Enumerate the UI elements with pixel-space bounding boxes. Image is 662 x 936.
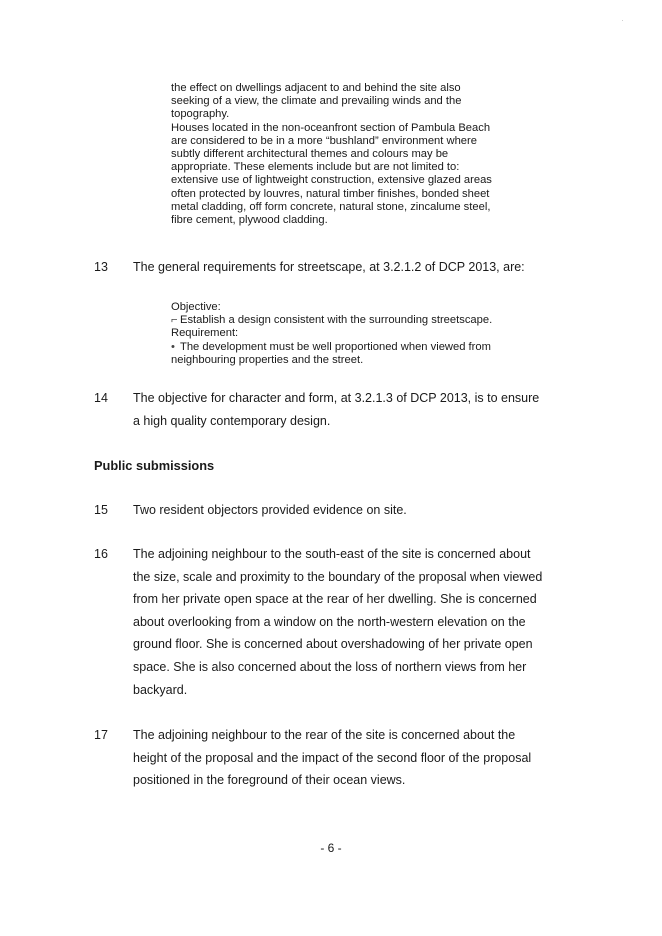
page-number: - 6 - bbox=[320, 841, 342, 855]
requirement-text: The development must be well proportioned when viewed from bbox=[180, 340, 491, 353]
objective-item bbox=[171, 314, 531, 327]
paragraph-line: The objective for character and form, at 3.2.1.3 of DCP 2013, is to ensure bbox=[133, 391, 540, 405]
quote-line: often protected by louvres, natural timber finishes, bonded sheet bbox=[171, 187, 490, 200]
objective-text: Establish a design consistent with the surrounding streetscape. bbox=[180, 314, 493, 327]
quote-line: metal cladding, off form concrete, natural stone, zincalume steel, bbox=[171, 200, 491, 213]
paragraph-number: 14 bbox=[94, 391, 108, 405]
paragraph-line: Two resident objectors provided evidence on site. bbox=[133, 503, 407, 517]
paragraph-line: backyard. bbox=[133, 682, 188, 697]
paragraph-number: 17 bbox=[94, 728, 108, 742]
requirement-text-continued: neighbouring properties and the street. bbox=[171, 353, 364, 366]
paragraph-line: The general requirements for streetscape, at 3.2.1.2 of DCP 2013, are: bbox=[133, 260, 525, 274]
paragraph-text bbox=[133, 543, 573, 701]
quoted-text-block bbox=[171, 82, 521, 227]
quote-line: appropriate. These elements include but are not limited to: bbox=[171, 161, 460, 174]
quote-line: extensive use of lightweight construction, extensive glazed areas bbox=[171, 174, 492, 187]
quote-line: are considered to be in a more “bushland” environment where bbox=[171, 134, 477, 147]
quote-line: subtly different architectural themes and colours may be bbox=[171, 148, 449, 161]
paragraph-line: The adjoining neighbour to the rear of the site is concerned about the bbox=[133, 728, 516, 742]
paragraph-line: space. She is also concerned about the loss of northern views from her bbox=[133, 659, 527, 674]
paragraph-number: 15 bbox=[94, 503, 108, 517]
paragraph-line: ground floor. She is concerned about overshadowing of her private open bbox=[133, 637, 533, 652]
bullet-icon: • bbox=[171, 340, 175, 353]
quote-line: Houses located in the non-oceanfront section of Pambula Beach bbox=[171, 121, 491, 134]
requirement-item bbox=[171, 341, 531, 354]
objective-label: Objective: bbox=[171, 301, 221, 313]
streetscape-quote bbox=[171, 301, 531, 367]
bullet-icon: ⌐ bbox=[171, 314, 178, 327]
quote-line: fibre cement, plywood cladding. bbox=[171, 214, 328, 227]
paragraph-line: the size, scale and proximity to the boundary of the proposal when viewed bbox=[133, 569, 543, 584]
requirement-label: Requirement: bbox=[171, 327, 239, 340]
scan-artifact bbox=[622, 20, 623, 21]
paragraph-number: 13 bbox=[94, 260, 108, 274]
paragraph-text bbox=[133, 724, 573, 792]
paragraph-number: 16 bbox=[94, 547, 108, 561]
paragraph-line: about overlooking from a window on the north-western elevation on the bbox=[133, 614, 526, 629]
paragraph-line: a high quality contemporary design. bbox=[133, 413, 331, 428]
quote-line: seeking of a view, the climate and prevailing winds and the bbox=[171, 95, 462, 108]
paragraph-text bbox=[133, 256, 573, 279]
paragraph-line: from her private open space at the rear of her dwelling. She is concerned bbox=[133, 592, 537, 607]
section-heading: Public submissions bbox=[94, 458, 215, 473]
quote-line: the effect on dwellings adjacent to and behind the site also bbox=[171, 82, 461, 94]
paragraph-line: The adjoining neighbour to the south-east of the site is concerned about bbox=[133, 547, 531, 561]
paragraph-text bbox=[133, 499, 573, 522]
quote-line: topography. bbox=[171, 108, 230, 121]
paragraph-line: height of the proposal and the impact of the second floor of the proposal bbox=[133, 750, 532, 765]
paragraph-line: positioned in the foreground of their ocean views. bbox=[133, 773, 406, 788]
paragraph-text bbox=[133, 387, 573, 432]
